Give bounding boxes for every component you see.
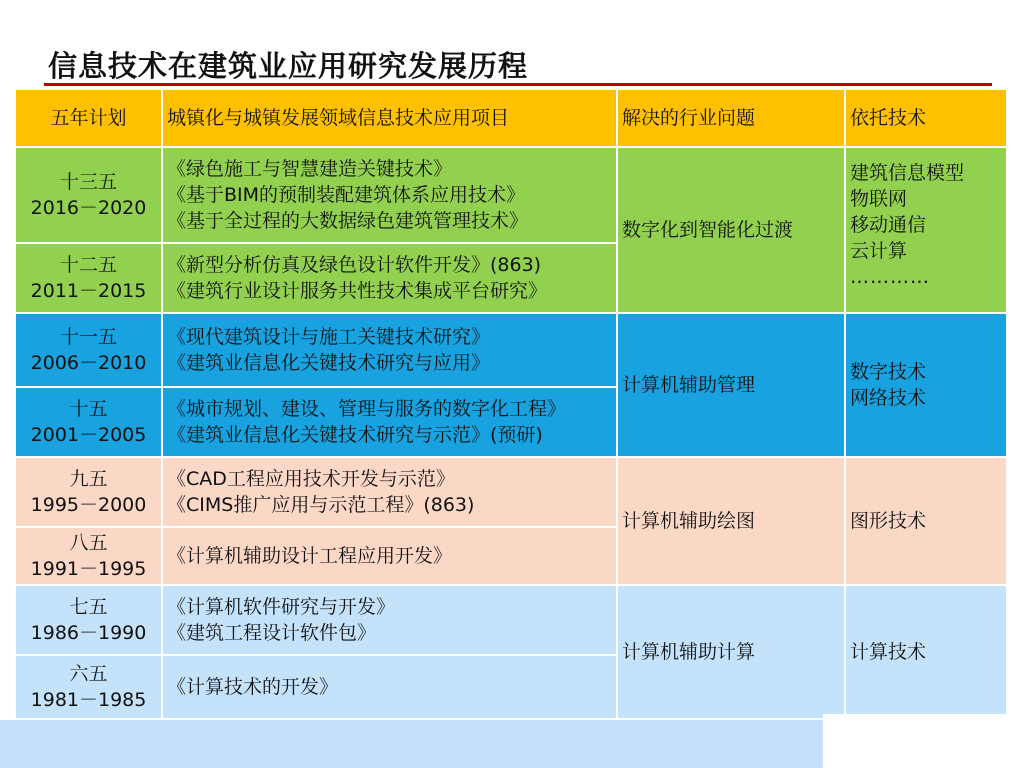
- tech-cell: [846, 314, 1008, 458]
- plan-years: 1981－1985: [30, 689, 147, 711]
- history-table: [16, 90, 1008, 720]
- header-plan: 五年计划: [16, 90, 163, 148]
- plan-name: 八五: [69, 532, 108, 554]
- project-item: 《计算机软件研究与开发》: [167, 596, 396, 618]
- plan-name: 七五: [69, 596, 108, 618]
- project-item: 《基于全过程的大数据绿色建筑管理技术》: [167, 210, 529, 232]
- header-problem: 解决的行业问题: [618, 90, 846, 148]
- project-item: 《建筑工程设计软件包》: [167, 622, 377, 644]
- problem-cell: 计算机辅助管理: [618, 314, 846, 458]
- project-item: 《新型分析仿真及绿色设计软件开发》(863): [167, 254, 542, 276]
- projects-cell: [163, 244, 618, 314]
- problem-cell: 数字化到智能化过渡: [618, 148, 846, 314]
- project-item: 《计算技术的开发》: [167, 676, 339, 698]
- plan-name: 十二五: [59, 254, 117, 276]
- projects-cell: [163, 388, 618, 458]
- plan-name: 六五: [69, 663, 108, 685]
- tech-item: 数字技术: [850, 361, 927, 383]
- problem-cell: 计算机辅助绘图: [618, 458, 846, 586]
- plan-name: 九五: [69, 468, 108, 490]
- plan-cell: [16, 586, 163, 656]
- plan-cell: [16, 388, 163, 458]
- problem-cell: 计算机辅助计算: [618, 586, 846, 720]
- plan-years: 1986－1990: [30, 622, 147, 644]
- tech-item: 移动通信: [850, 214, 927, 236]
- plan-name: 十一五: [59, 326, 117, 348]
- plan-years: 2011－2015: [30, 280, 147, 302]
- tech-item: 物联网: [850, 188, 908, 210]
- plan-cell: [16, 148, 163, 244]
- projects-cell: [163, 656, 618, 720]
- tech-cell: [846, 148, 1008, 314]
- footer-corner-box: [823, 714, 1024, 768]
- project-item: 《计算机辅助设计工程应用开发》: [167, 545, 453, 567]
- projects-cell: [163, 458, 618, 528]
- tech-item: 云计算: [850, 240, 908, 262]
- tech-cell: [846, 586, 1008, 720]
- projects-cell: [163, 528, 618, 586]
- plan-years: 2001－2005: [30, 424, 147, 446]
- plan-cell: [16, 314, 163, 388]
- project-item: 《现代建筑设计与施工关键技术研究》: [167, 326, 491, 348]
- plan-cell: [16, 458, 163, 528]
- tech-item: 计算技术: [850, 641, 927, 663]
- project-item: 《CAD工程应用技术开发与示范》: [167, 468, 455, 490]
- plan-years: 1995－2000: [30, 494, 147, 516]
- tech-item: …………: [850, 266, 930, 288]
- plan-cell: [16, 244, 163, 314]
- projects-cell: [163, 148, 618, 244]
- tech-item: 建筑信息模型: [850, 162, 965, 184]
- project-item: 《基于BIM的预制装配建筑体系应用技术》: [167, 184, 526, 206]
- plan-years: 2006－2010: [30, 352, 147, 374]
- projects-cell: [163, 586, 618, 656]
- plan-cell: [16, 656, 163, 720]
- project-item: 《建筑行业设计服务共性技术集成平台研究》: [167, 280, 548, 302]
- plan-name: 十五: [69, 398, 108, 420]
- plan-cell: [16, 528, 163, 586]
- plan-name: 十三五: [59, 171, 117, 193]
- page-title: 信息技术在建筑业应用研究发展历程: [48, 49, 529, 83]
- header-tech: 依托技术: [846, 90, 1008, 148]
- project-item: 《建筑业信息化关键技术研究与应用》: [167, 352, 491, 374]
- project-item: 《城市规划、建设、管理与服务的数字化工程》: [167, 398, 567, 420]
- project-item: 《建筑业信息化关键技术研究与示范》(预研): [167, 424, 543, 446]
- tech-item: 图形技术: [850, 510, 927, 532]
- plan-years: 2016－2020: [30, 197, 147, 219]
- title-underline: [44, 83, 992, 86]
- project-item: 《CIMS推广应用与示范工程》(863): [167, 494, 475, 516]
- header-projects: 城镇化与城镇发展领域信息技术应用项目: [163, 90, 618, 148]
- project-item: 《绿色施工与智慧建造关键技术》: [167, 158, 453, 180]
- projects-cell: [163, 314, 618, 388]
- plan-years: 1991－1995: [30, 558, 147, 580]
- tech-cell: [846, 458, 1008, 586]
- tech-item: 网络技术: [850, 387, 927, 409]
